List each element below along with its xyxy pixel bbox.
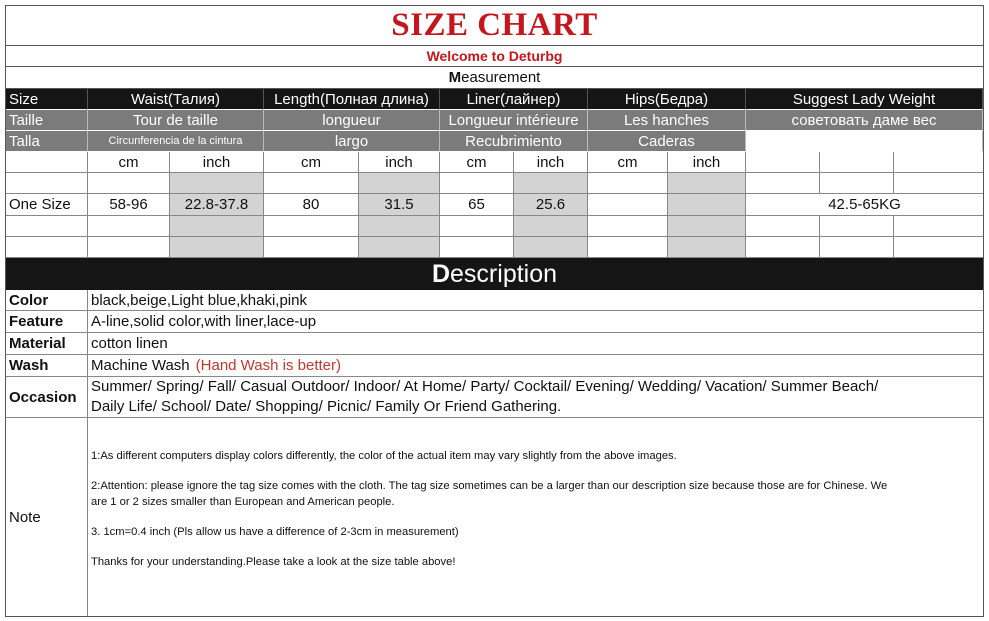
material-row: [6, 333, 983, 355]
liner-cm-value: 65: [440, 194, 514, 216]
spacer-cell: [820, 216, 894, 237]
header-liner: Liner(лайнер): [440, 89, 588, 110]
spacer-row-2: [6, 216, 983, 237]
unit-liner-inch: inch: [514, 152, 588, 173]
spacer-row-1: [6, 173, 983, 194]
spacer-row-3: [6, 237, 983, 258]
color-label: Color: [6, 290, 88, 310]
header-longueur-interieure: Longueur intérieure: [440, 110, 588, 131]
wash-label: Wash: [6, 355, 88, 376]
wash-note: (Hand Wash is better): [195, 357, 341, 374]
spacer-cell: [440, 173, 514, 194]
occasion-label: Occasion: [6, 377, 88, 417]
spacer-cell: [264, 216, 359, 237]
length-inch-value: 31.5: [359, 194, 440, 216]
spacer-cell: [746, 173, 820, 194]
spacer-cell: [894, 216, 983, 237]
spacer-cell: [514, 237, 588, 258]
note-3: 3. 1cm=0.4 inch (Pls allow us have a difference of 2-3cm in measurement): [91, 526, 459, 538]
spacer-cell: [359, 237, 440, 258]
wash-value-container: [88, 355, 983, 376]
spacer-cell: [6, 216, 88, 237]
header-row-spanish: [6, 131, 983, 152]
unit-waist-inch: inch: [170, 152, 264, 173]
units-weight-c: [894, 152, 983, 173]
spacer-cell: [170, 173, 264, 194]
header-recubrimiento: Recubrimiento: [440, 131, 588, 152]
measurement-heading: [6, 67, 983, 89]
spacer-cell: [170, 237, 264, 258]
header-row-french: [6, 110, 983, 131]
header-length: Length(Полная длина): [264, 89, 440, 110]
spacer-cell: [264, 173, 359, 194]
spacer-cell: [894, 173, 983, 194]
note-1: 1:As different computers display colors differently, the color of the actual item may vary slightly from the above images.: [91, 450, 677, 462]
spacer-cell: [170, 216, 264, 237]
header-largo: largo: [264, 131, 440, 152]
spacer-cell: [359, 173, 440, 194]
measurement-rest: easurement: [461, 69, 541, 86]
header-taille: Taille: [6, 110, 88, 131]
note-2b: are 1 or 2 sizes smaller than European and American people.: [91, 496, 395, 508]
spacer-cell: [588, 237, 668, 258]
hips-inch-value: [668, 194, 746, 216]
hips-cm-value: [588, 194, 668, 216]
units-weight-a: [746, 152, 820, 173]
spacer-cell: [88, 173, 170, 194]
material-label: Material: [6, 333, 88, 354]
occasion-row: [6, 377, 983, 418]
unit-liner-cm: cm: [440, 152, 514, 173]
description-first-letter: D: [431, 260, 451, 288]
unit-waist-cm: cm: [88, 152, 170, 173]
material-value: cotton linen: [91, 335, 168, 352]
unit-length-inch: inch: [359, 152, 440, 173]
unit-hips-cm: cm: [588, 152, 668, 173]
spacer-cell: [6, 173, 88, 194]
header-hips: Hips(Бедра): [588, 89, 746, 110]
waist-inch-value: 22.8-37.8: [170, 194, 264, 216]
description-heading: [6, 258, 983, 290]
units-weight-b: [820, 152, 894, 173]
unit-hips-inch: inch: [668, 152, 746, 173]
spacer-cell: [264, 237, 359, 258]
spacer-cell: [514, 173, 588, 194]
header-empty: [746, 131, 983, 152]
header-row-english: [6, 89, 983, 110]
spacer-cell: [668, 173, 746, 194]
feature-value: A-line,solid color,with liner,lace-up: [91, 313, 317, 330]
header-circunferencia: Circunferencia de la cintura: [88, 131, 264, 152]
spacer-cell: [668, 237, 746, 258]
unit-length-cm: cm: [264, 152, 359, 173]
waist-cm-value: 58-96: [88, 194, 170, 216]
header-longueur: longueur: [264, 110, 440, 131]
header-talla: Talla: [6, 131, 88, 152]
spacer-cell: [820, 237, 894, 258]
header-weight: Suggest Lady Weight: [746, 89, 983, 110]
occasion-value: [88, 377, 983, 417]
liner-inch-value: 25.6: [514, 194, 588, 216]
spacer-cell: [88, 216, 170, 237]
note-2a: 2:Attention: please ignore the tag size comes with the cloth. The tag size sometimes can be a larger than our description size because those are for Chinese. We: [91, 480, 888, 492]
spacer-cell: [440, 237, 514, 258]
header-tour-de-taille: Tour de taille: [88, 110, 264, 131]
note-label: Note: [6, 418, 88, 616]
note-row: [6, 418, 983, 616]
units-row: [6, 152, 983, 173]
spacer-cell: [820, 173, 894, 194]
weight-value: 42.5-65KG: [746, 194, 983, 216]
measurement-first-letter: M: [448, 69, 462, 86]
occasion-line-1: Summer/ Spring/ Fall/ Casual Outdoor/ Indoor/ At Home/ Party/ Cocktail/ Evening/ Wedding/ Vacation/ Summer Beach/: [91, 378, 879, 395]
size-name: One Size: [6, 194, 88, 216]
color-row: [6, 290, 983, 311]
units-empty: [6, 152, 88, 173]
header-les-hanches: Les hanches: [588, 110, 746, 131]
header-caderas: Caderas: [588, 131, 746, 152]
title-text: SIZE CHART: [391, 7, 598, 43]
header-waist: Waist(Талия): [88, 89, 264, 110]
spacer-cell: [6, 237, 88, 258]
welcome-text: Welcome to Deturbg: [426, 48, 563, 64]
welcome-banner: [6, 46, 983, 67]
spacer-cell: [514, 216, 588, 237]
spacer-cell: [359, 216, 440, 237]
occasion-line-2: Daily Life/ School/ Date/ Shopping/ Picnic/ Family Or Friend Gathering.: [91, 398, 562, 415]
spacer-cell: [746, 216, 820, 237]
spacer-cell: [88, 237, 170, 258]
length-cm-value: 80: [264, 194, 359, 216]
note-4: Thanks for your understanding.Please take a look at the size table above!: [91, 556, 456, 568]
color-value: black,beige,Light blue,khaki,pink: [91, 291, 307, 309]
spacer-cell: [588, 173, 668, 194]
spacer-cell: [668, 216, 746, 237]
spacer-cell: [588, 216, 668, 237]
size-row-one-size: [6, 194, 983, 216]
spacer-cell: [440, 216, 514, 237]
header-size: Size: [6, 89, 88, 110]
spacer-cell: [894, 237, 983, 258]
feature-label: Feature: [6, 311, 88, 332]
wash-row: [6, 355, 983, 377]
spacer-cell: [746, 237, 820, 258]
feature-row: [6, 311, 983, 333]
page-title: [6, 6, 983, 46]
wash-value: Machine Wash: [91, 357, 190, 374]
description-rest: escription: [450, 260, 558, 288]
notes-block: [88, 418, 983, 616]
header-weight-ru: советовать даме вес: [746, 110, 983, 131]
